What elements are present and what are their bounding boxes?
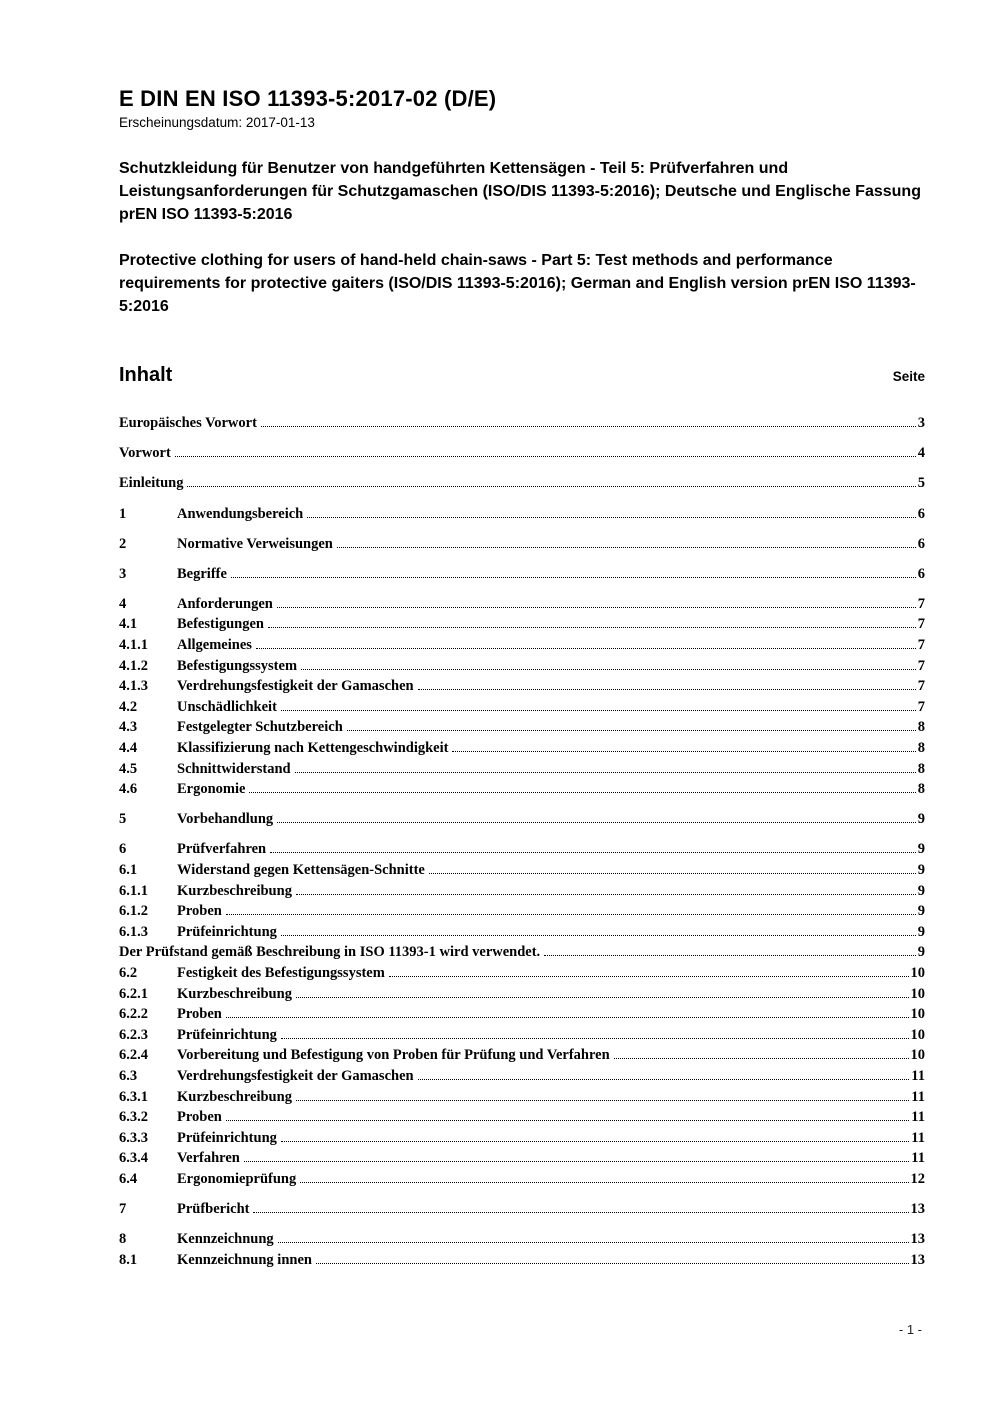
- toc-leader-dots: [270, 852, 916, 853]
- toc-entry-page: 11: [911, 1109, 925, 1126]
- toc-entry-page: 10: [910, 1026, 925, 1043]
- toc-entry-title: Prüfeinrichtung: [177, 1026, 277, 1043]
- toc-entry-title: Widerstand gegen Kettensägen-Schnitte: [177, 861, 425, 878]
- toc-entry-number: 4.6: [119, 781, 138, 798]
- toc-entry-page: 10: [910, 985, 925, 1002]
- toc-leader-dots: [175, 456, 916, 457]
- toc-leader-dots: [296, 1100, 909, 1101]
- toc-entry-title: Proben: [177, 1109, 222, 1126]
- toc-entry: [119, 678, 925, 699]
- toc-entry-title: Prüfeinrichtung: [177, 923, 277, 940]
- toc-entry-number: 6.2.1: [119, 985, 148, 1002]
- toc-entry-page: 13: [910, 1231, 925, 1248]
- toc-entry-title: Der Prüfstand gemäß Beschreibung in ISO 11393-1 wird verwendet.: [119, 944, 541, 961]
- toc-entry: [119, 811, 925, 832]
- toc-entry: [119, 1130, 925, 1151]
- toc-entry-number: 6.3.3: [119, 1129, 148, 1146]
- toc-leader-dots: [544, 955, 916, 956]
- toc-entry-title: Kurzbeschreibung: [177, 1088, 292, 1105]
- toc-entry-page: 5: [917, 475, 925, 492]
- toc-heading: Inhalt: [119, 364, 173, 387]
- toc-entry: [119, 965, 925, 986]
- toc-entry-title: Ergonomie: [177, 781, 246, 798]
- toc-entry: [119, 658, 925, 679]
- toc-entry-title: Klassifizierung nach Kettengeschwindigkeit: [177, 740, 449, 757]
- toc-entry: [119, 903, 925, 924]
- toc-entry-title: Prüfbericht: [177, 1200, 250, 1217]
- toc-entry: [119, 506, 925, 527]
- toc-entry: [119, 719, 925, 740]
- toc-entry: [119, 841, 925, 862]
- toc-entry-page: 8: [917, 740, 925, 757]
- toc-leader-dots: [337, 547, 916, 548]
- toc-entry-number: 4.1.1: [119, 637, 148, 654]
- toc-entry-page: 9: [917, 903, 925, 920]
- toc-entry-page: 4: [917, 445, 925, 462]
- toc-entry: [119, 1252, 925, 1273]
- toc-entry-number: 6.3: [119, 1067, 138, 1084]
- toc-entry-page: 8: [917, 781, 925, 798]
- toc-entry: [119, 1231, 925, 1252]
- toc-leader-dots: [300, 1182, 908, 1183]
- toc-entry: [119, 1150, 925, 1171]
- toc-entry-title: Vorwort: [119, 445, 171, 462]
- toc-entry-number: 4: [119, 595, 127, 612]
- toc-entry-number: 3: [119, 565, 127, 582]
- toc-entry-number: 6.1.3: [119, 923, 148, 940]
- toc-leader-dots: [614, 1058, 909, 1059]
- toc-entry-page: 12: [910, 1170, 925, 1187]
- toc-entry-page: 6: [917, 505, 925, 522]
- toc-entry-number: 8: [119, 1231, 127, 1248]
- toc-entry-number: 6.2.4: [119, 1047, 148, 1064]
- toc-leader-dots: [261, 426, 916, 427]
- toc-entry-title: Prüfverfahren: [177, 841, 267, 858]
- toc-entry-page: 13: [910, 1200, 925, 1217]
- toc-entry-page: 7: [917, 657, 925, 674]
- toc-entry-number: 6.3.1: [119, 1088, 148, 1105]
- toc-entry-title: Einleitung: [119, 475, 184, 492]
- toc-entry: [119, 415, 925, 436]
- toc-entry-title: Kennzeichnung innen: [177, 1251, 312, 1268]
- toc-entry-page: 8: [917, 760, 925, 777]
- toc-leader-dots: [187, 486, 915, 487]
- toc-entry: [119, 699, 925, 720]
- toc-leader-dots: [429, 873, 916, 874]
- toc-entry-title: Anforderungen: [177, 595, 273, 612]
- toc-entry-title: Proben: [177, 1006, 222, 1023]
- toc-entry: [119, 1068, 925, 1089]
- toc-entry-page: 7: [917, 698, 925, 715]
- toc-entry-number: 4.5: [119, 760, 138, 777]
- toc-entry-page: 6: [917, 535, 925, 552]
- toc-leader-dots: [249, 792, 915, 793]
- toc-entry: [119, 862, 925, 883]
- toc-entry-page: 11: [911, 1129, 925, 1146]
- toc-entry-page: 9: [917, 811, 925, 828]
- toc-entry: [119, 536, 925, 557]
- toc-entry-title: Ergonomieprüfung: [177, 1170, 297, 1187]
- toc-entry-title: Normative Verweisungen: [177, 535, 333, 552]
- toc-leader-dots: [278, 1242, 909, 1243]
- toc-leader-dots: [226, 1120, 909, 1121]
- toc-entry-page: 11: [911, 1067, 925, 1084]
- toc-entry-number: 4.1: [119, 616, 138, 633]
- toc-entry-title: Befestigungssystem: [177, 657, 298, 674]
- toc-leader-dots: [281, 1038, 909, 1039]
- toc-entry-number: 2: [119, 535, 127, 552]
- toc-entry-title: Befestigungen: [177, 616, 264, 633]
- toc-entry: [119, 781, 925, 802]
- toc-entry-page: 9: [917, 944, 925, 961]
- toc-leader-dots: [226, 1017, 909, 1018]
- toc-entry-number: 4.3: [119, 719, 138, 736]
- toc-entry-title: Prüfeinrichtung: [177, 1129, 277, 1146]
- toc-entry-title: Kennzeichnung: [177, 1231, 274, 1248]
- toc-entry-number: 4.1.2: [119, 657, 148, 674]
- toc-entry-page: 10: [910, 1006, 925, 1023]
- toc-entry: [119, 761, 925, 782]
- toc-entry: [119, 475, 925, 496]
- footer-page-number: - 1 -: [898, 1322, 922, 1337]
- toc-entry-page: 6: [917, 565, 925, 582]
- toc-list: [119, 415, 925, 1272]
- toc-leader-dots: [231, 577, 916, 578]
- toc-entry: [119, 944, 925, 965]
- toc-entry-number: 5: [119, 811, 127, 828]
- toc-entry-page: 11: [911, 1088, 925, 1105]
- toc-entry-title: Unschädlichkeit: [177, 698, 277, 715]
- toc-entry-title: Begriffe: [177, 565, 227, 582]
- toc-header-row: [119, 364, 925, 387]
- toc-entry-page: 3: [917, 415, 925, 432]
- toc-entry-page: 7: [917, 637, 925, 654]
- toc-leader-dots: [281, 1141, 909, 1142]
- toc-leader-dots: [281, 710, 916, 711]
- toc-entry-number: 4.1.3: [119, 678, 148, 695]
- toc-entry-page: 10: [910, 964, 925, 981]
- document-number: E DIN EN ISO 11393-5:2017-02 (D/E): [119, 86, 497, 111]
- toc-entry-number: 4.2: [119, 698, 138, 715]
- toc-leader-dots: [347, 730, 916, 731]
- toc-entry-number: 6.1: [119, 861, 138, 878]
- toc-leader-dots: [277, 607, 916, 608]
- toc-leader-dots: [316, 1263, 909, 1264]
- toc-entry-number: 6.4: [119, 1170, 138, 1187]
- toc-entry-title: Verdrehungsfestigkeit der Gamaschen: [177, 1067, 414, 1084]
- toc-entry-title: Festgelegter Schutzbereich: [177, 719, 343, 736]
- toc-leader-dots: [268, 627, 916, 628]
- toc-entry: [119, 1006, 925, 1027]
- toc-entry-title: Verfahren: [177, 1150, 240, 1167]
- toc-leader-dots: [418, 1079, 910, 1080]
- toc-leader-dots: [301, 669, 916, 670]
- toc-entry-page: 9: [917, 861, 925, 878]
- toc-entry-number: 1: [119, 505, 127, 522]
- toc-entry-number: 8.1: [119, 1251, 138, 1268]
- toc-leader-dots: [296, 997, 909, 998]
- toc-entry-page: 9: [917, 841, 925, 858]
- toc-entry-number: 6.1.2: [119, 903, 148, 920]
- toc-entry-number: 6.3.4: [119, 1150, 148, 1167]
- toc-entry-title: Kurzbeschreibung: [177, 882, 292, 899]
- toc-leader-dots: [452, 751, 915, 752]
- toc-entry-page: 9: [917, 882, 925, 899]
- toc-entry-page: 8: [917, 719, 925, 736]
- toc-entry: [119, 1047, 925, 1068]
- toc-entry-page: 13: [910, 1251, 925, 1268]
- toc-leader-dots: [226, 914, 916, 915]
- toc-leader-dots: [256, 648, 916, 649]
- toc-entry-title: Anwendungsbereich: [177, 505, 304, 522]
- toc-entry: [119, 1171, 925, 1192]
- toc-entry: [119, 1089, 925, 1110]
- toc-entry: [119, 616, 925, 637]
- toc-leader-dots: [277, 822, 916, 823]
- toc-entry: [119, 1027, 925, 1048]
- toc-entry-number: 6.3.2: [119, 1109, 148, 1126]
- toc-entry-title: Allgemeines: [177, 637, 252, 654]
- toc-entry-page: 10: [910, 1047, 925, 1064]
- toc-entry-page: 7: [917, 678, 925, 695]
- toc-leader-dots: [281, 935, 916, 936]
- toc-entry: [119, 1109, 925, 1130]
- toc-entry: [119, 883, 925, 904]
- document-title-german: Schutzkleidung für Benutzer von handgeführten Kettensägen - Teil 5: Prüfverfahren und Leistungsanforderungen für Schutzgamaschen (ISO/DIS 11393-5:2016); Deutsche und Englische Fassung prEN ISO 11393-5:2016: [119, 160, 921, 224]
- toc-entry-page: 7: [917, 595, 925, 612]
- toc-entry: [119, 986, 925, 1007]
- toc-entry-page: 9: [917, 923, 925, 940]
- toc-entry-title: Festigkeit des Befestigungssystem: [177, 964, 385, 981]
- toc-entry: [119, 1201, 925, 1222]
- toc-entry-number: 4.4: [119, 740, 138, 757]
- toc-entry-title: Vorbehandlung: [177, 811, 274, 828]
- toc-leader-dots: [253, 1212, 908, 1213]
- document-title-english: Protective clothing for users of hand-held chain-saws - Part 5: Test methods and performance requirements for protective gaiters (ISO/DIS 11393-5:2016); German and English version prEN ISO 11393-5:2016: [119, 252, 916, 316]
- toc-entry-title: Schnittwiderstand: [177, 760, 291, 777]
- toc-leader-dots: [418, 689, 916, 690]
- toc-entry-title: Proben: [177, 903, 222, 920]
- toc-entry-page: 11: [911, 1150, 925, 1167]
- toc-leader-dots: [389, 976, 909, 977]
- toc-leader-dots: [295, 772, 916, 773]
- toc-entry: [119, 924, 925, 945]
- toc-entry-number: 6: [119, 841, 127, 858]
- toc-leader-dots: [296, 894, 916, 895]
- release-date: Erscheinungsdatum: 2017-01-13: [119, 115, 315, 131]
- toc-entry-number: 6.1.1: [119, 882, 148, 899]
- toc-page-column-label: Seite: [892, 369, 925, 385]
- toc-entry: [119, 596, 925, 617]
- toc-entry-number: 7: [119, 1200, 127, 1217]
- toc-entry-title: Europäisches Vorwort: [119, 415, 257, 432]
- toc-entry-number: 6.2: [119, 964, 138, 981]
- toc-entry-page: 7: [917, 616, 925, 633]
- toc-leader-dots: [244, 1161, 909, 1162]
- toc-entry: [119, 740, 925, 761]
- toc-entry: [119, 637, 925, 658]
- toc-entry-title: Verdrehungsfestigkeit der Gamaschen: [177, 678, 414, 695]
- toc-entry: [119, 566, 925, 587]
- toc-entry: [119, 445, 925, 466]
- toc-entry-number: 6.2.2: [119, 1006, 148, 1023]
- toc-entry-number: 6.2.3: [119, 1026, 148, 1043]
- toc-leader-dots: [307, 517, 916, 518]
- toc-entry-title: Kurzbeschreibung: [177, 985, 292, 1002]
- toc-entry-title: Vorbereitung und Befestigung von Proben für Prüfung und Verfahren: [177, 1047, 610, 1064]
